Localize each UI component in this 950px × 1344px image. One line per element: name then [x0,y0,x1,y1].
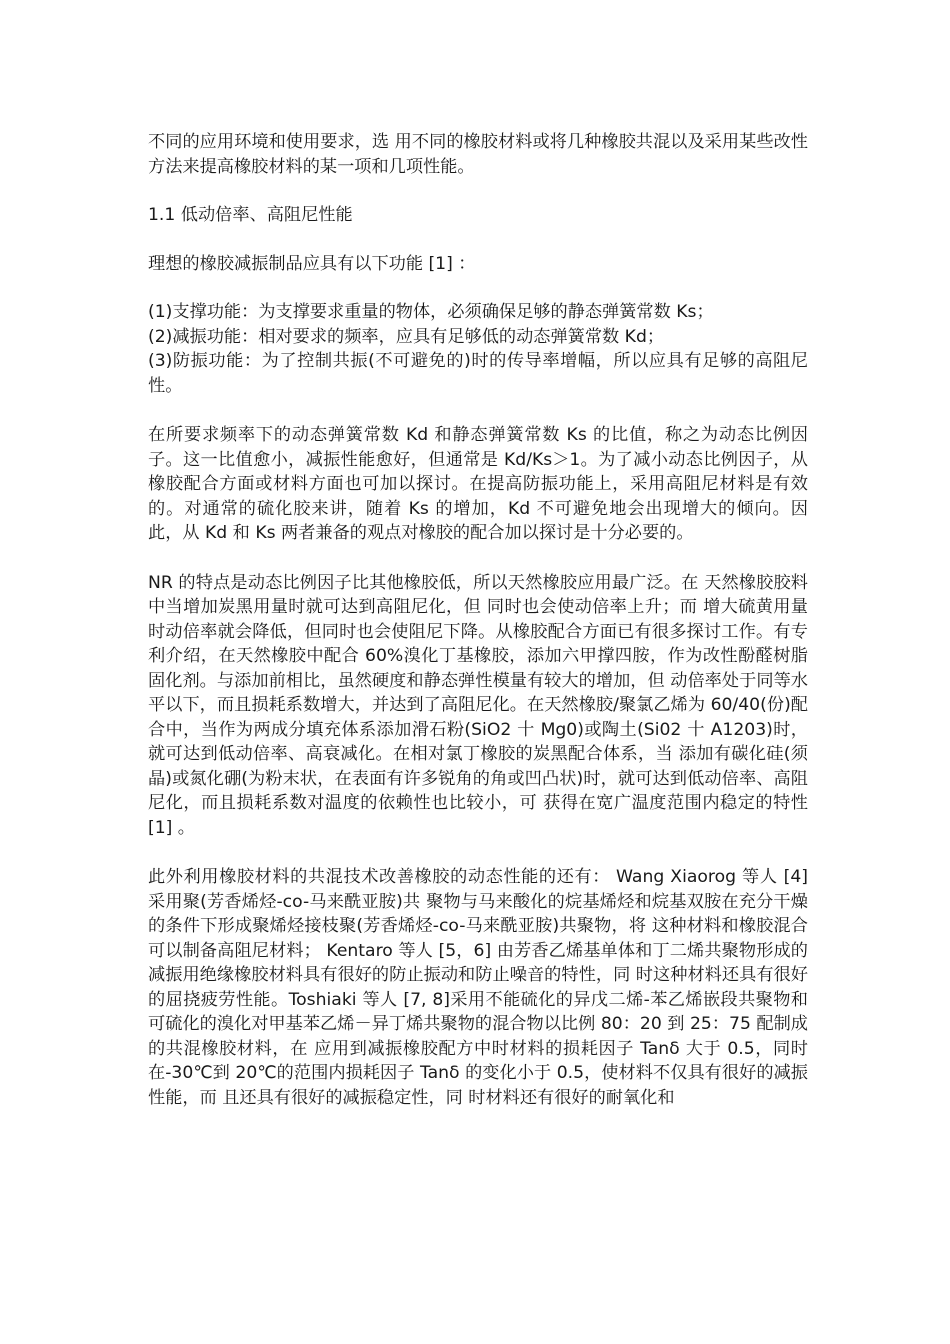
document-page [148,130,808,1110]
function-item-antivibration: (3)防振功能：为了控制共振(不可避免的)时的传导率增幅，所以应具有足够的高阻尼性。 [148,351,808,396]
ratio-paragraph: 在所要求频率下的动态弹簧常数 Kd 和静态弹簧常数 Ks 的比值，称之为动态比例因子。这一比值愈小，减振性能愈好，但通常是 Kd/Ks＞1。为了减小动态比例因子，从橡胶配合方面或材料方面也可加以探讨。在提高防振功能上，采用高阻尼材料是有效的。对通常的硫化胶来讲，随着 Ks 的增加，Kd 不可避免地会出现增大的倾向。因此，从 Kd 和 Ks 两者兼备的观点对橡胶的配合加以探讨是十分必要的。 [148,425,808,543]
function-item-support: (1)支撑功能：为支撑要求重量的物体，必须确保足够的静态弹簧常数 Ks； [148,302,714,322]
blend-paragraph: 此外利用橡胶材料的共混技术改善橡胶的动态性能的还有： Wang Xiaorog 等人 [4] 采用聚(芳香烯烃-co-马来酰亚胺)共 聚物与马来酸化的烷基烯烃和烷基双胺在充分干燥的条件下形成聚烯烃接枝聚(芳香烯烃-co-马来酰亚胺)共聚物，将 这种材料和橡胶混合可以制备高阻尼材料； Kentaro 等人 [5，6] 由芳香乙烯基单体和丁二烯共聚物形成的减振用绝缘橡胶材料具有很好的防止振动和防止噪音的特性，同 时这种材料还具有很好的屈挠疲劳性能。Toshiaki 等人 [7, 8]采用不能硫化的异戊二烯-苯乙烯嵌段共聚物和可硫化的溴化对甲基苯乙烯－异丁烯共聚物的混合物以比例 80：20 到 25：75 配制成的共混橡胶材料，在 应用到减振橡胶配方中时材料的损耗因子 Tanδ 大于 0.5，同时在-30℃到 20℃的范围内损耗因子 Tanδ 的变化小于 0.5，使材料不仅具有很好的减振性能，而 且还具有很好的减振稳定性，同 时材料还有很好的耐氧化和 [148,867,808,1108]
nr-paragraph: NR 的特点是动态比例因子比其他橡胶低，所以天然橡胶应用最广泛。在 天然橡胶胶料中当增加炭黑用量时就可达到高阻尼化，但 同时也会使动倍率上升；而 增大硫黄用量时动倍率就会降低，但同时也会使阻尼下降。从橡胶配合方面已有很多探讨工作。有专利介绍，在天然橡胶中配合 60%溴化丁基橡胶，添加六甲撑四胺，作为改性酚醛树脂固化剂。与添加前相比，虽然硬度和静态弹性模量有较大的增加，但 动倍率处于同等水平以下，而且损耗系数增大，并达到了高阻尼化。在天然橡胶/聚氯乙烯为 60/40(份)配合中，当作为两成分填充体系添加滑石粉(SiO2 十 Mg0)或陶土(Si02 十 A1203)时，就可达到低动倍率、高衰减化。在相对氯丁橡胶的炭黑配合体系，当 添加有碳化硅(须晶)或氮化硼(为粉末状，在表面有许多锐角的角或凹凸状)时，就可达到低动倍率、高阻尼化，而且损耗系数对温度的依赖性也比较小，可 获得在宽广温度范围内稳定的特性 [1] 。 [148,572,808,838]
section-heading: 1.1 低动倍率、高阻尼性能 [148,205,353,225]
intro-paragraph: 不同的应用环境和使用要求，选 用不同的橡胶材料或将几种橡胶共混以及采用某些改性方法来提高橡胶材料的某一项和几项性能。 [148,132,808,177]
lead-paragraph: 理想的橡胶减振制品应具有以下功能 [1] ： [148,253,476,274]
function-item-damping: (2)减振功能：相对要求的频率，应具有足够低的动态弹簧常数 Kd； [148,326,665,347]
